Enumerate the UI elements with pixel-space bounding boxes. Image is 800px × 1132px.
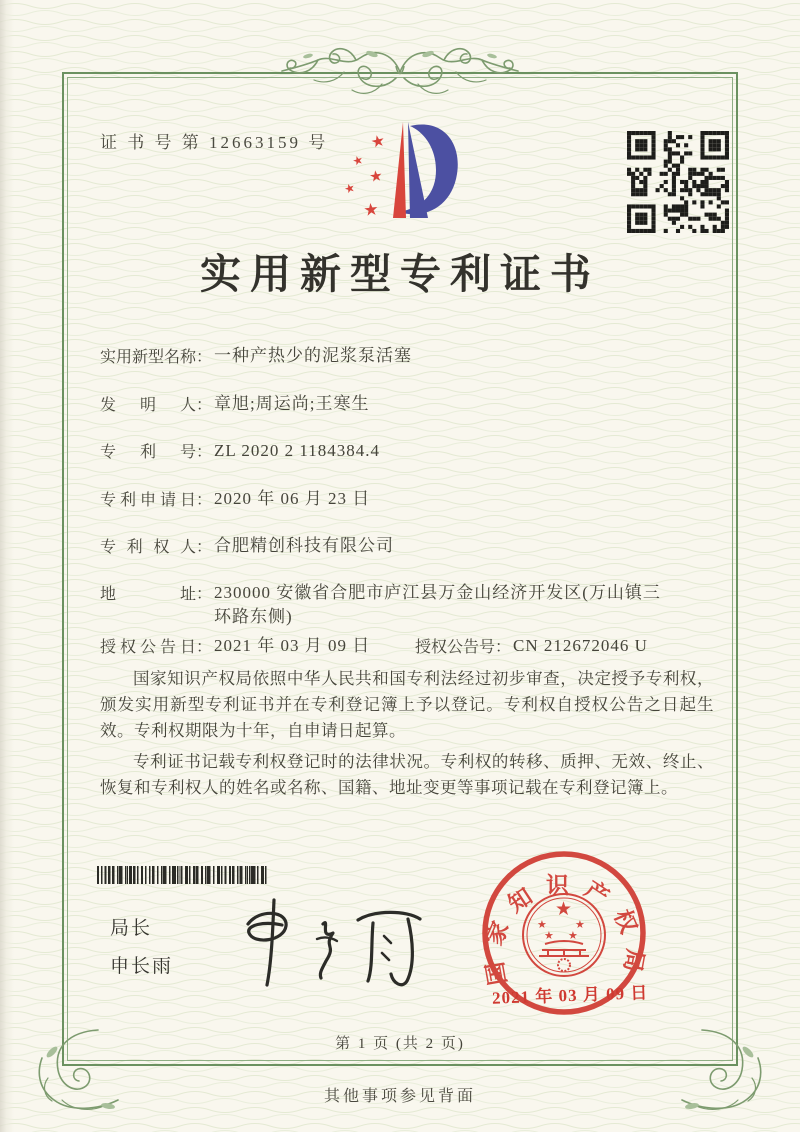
- seal-date: 2021 年 03 月 09 日: [491, 983, 649, 1008]
- field-value: 一种产热少的泥浆泵活塞: [214, 346, 412, 365]
- field-value: 230000 安徽省合肥市庐江县万金山经济开发区(万山镇三环路东侧): [214, 583, 661, 626]
- field-utility-model-name: [100, 344, 412, 368]
- field-colon: ：: [196, 349, 213, 366]
- field-label: 地址: [100, 586, 196, 603]
- legal-paragraph-1: 国家知识产权局依照中华人民共和国专利法经过初步审查，决定授予专利权，颁发实用新型专利证书并在专利登记簿上予以登记。专利权自授权公告之日起生效。专利权期限为十年，自申请日起算。: [100, 669, 714, 740]
- svg-text:国家知识产权局: [480, 873, 648, 987]
- field-colon: ：: [196, 397, 213, 414]
- grant-number-group: [415, 634, 648, 658]
- back-side-note: 其他事项参见背面: [323, 1088, 476, 1105]
- svg-text:★: ★: [368, 168, 384, 186]
- certificate-title: 实用新型专利证书: [200, 251, 600, 297]
- field-address: [100, 581, 666, 629]
- field-label: 发明人: [100, 397, 196, 414]
- field-inventors: [100, 392, 369, 416]
- legal-paragraph-2: 专利证书记载专利权登记时的法律状况。专利权的转移、质押、无效、终止、恢复和专利权人的姓名或名称、国籍、地址变更等事项记载在专利登记簿上。: [100, 752, 714, 797]
- qr-code: [627, 131, 729, 233]
- field-colon: ：: [495, 639, 512, 656]
- field-colon: ：: [196, 492, 213, 509]
- field-grant-announcement: [100, 634, 648, 658]
- field-value: 章旭;周运尚;王寒生: [214, 394, 370, 413]
- commissioner-block: [110, 913, 173, 989]
- svg-text:★: ★: [369, 132, 387, 152]
- field-patentee: [100, 534, 394, 558]
- page-number: 第 1 页 (共 2 页): [335, 1036, 465, 1052]
- field-value: 合肥精创科技有限公司: [214, 536, 394, 555]
- svg-text:★: ★: [362, 199, 380, 220]
- svg-text:★: ★: [544, 930, 554, 942]
- field-colon: ：: [196, 444, 213, 461]
- field-patent-number: [100, 439, 380, 463]
- scan-edge-shadow: [0, 0, 14, 1132]
- field-label: 专利号: [100, 444, 196, 461]
- grant-number-label: 授权公告号: [415, 639, 496, 656]
- commissioner-title: 局长: [110, 918, 153, 939]
- certificate-number: 证 书 号 第 12663159 号: [100, 133, 329, 152]
- field-label: 专利申请日: [100, 492, 196, 509]
- field-value: 2020 年 06 月 23 日: [214, 489, 371, 508]
- svg-text:★: ★: [537, 919, 547, 931]
- field-label: 授权公告日: [100, 639, 196, 656]
- field-colon: ：: [196, 586, 213, 603]
- barcode: [97, 866, 269, 884]
- field-value: ZL 2020 2 1184384.4: [214, 441, 381, 460]
- field-colon: ：: [196, 639, 213, 656]
- svg-text:★: ★: [350, 152, 366, 169]
- svg-text:★: ★: [342, 179, 358, 197]
- field-label: 专利权人: [100, 539, 196, 556]
- seal-ring-text: 国家知识产权局: [480, 872, 648, 987]
- cnipa-logo: [330, 112, 480, 234]
- national-emblem: [537, 899, 585, 942]
- svg-text:★: ★: [555, 899, 573, 920]
- svg-text:★: ★: [568, 930, 578, 942]
- grant-date-value: 2021 年 03 月 09 日: [214, 636, 371, 655]
- field-colon: ：: [196, 539, 213, 556]
- grant-number-value: CN 212672046 U: [513, 636, 648, 655]
- commissioner-signature: [222, 888, 432, 992]
- field-label: 实用新型名称: [100, 349, 197, 366]
- field-application-date: [100, 487, 370, 511]
- legal-text: [100, 666, 714, 806]
- commissioner-name: 申长雨: [110, 956, 174, 977]
- svg-text:★: ★: [575, 919, 585, 931]
- top-border-ornament: [278, 38, 522, 100]
